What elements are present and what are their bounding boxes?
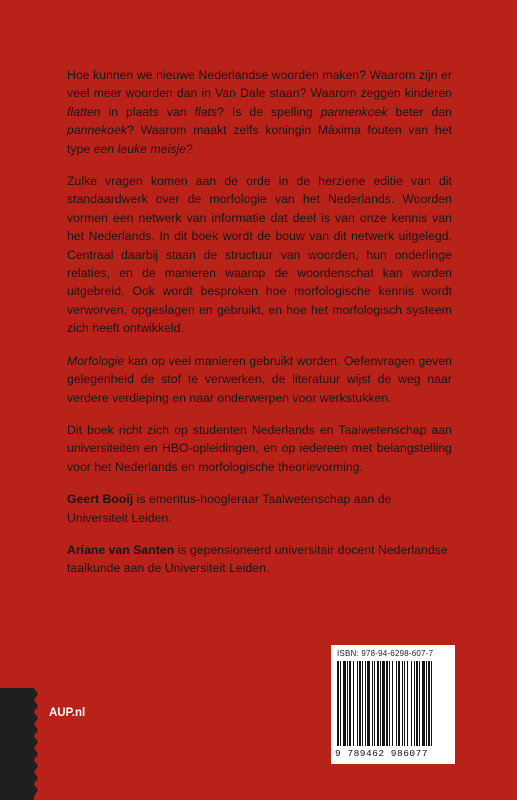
blurb-text [67,66,452,592]
barcode-graphic [331,645,455,764]
barcode-label [331,645,455,764]
blurb-paragraph-3: Morfologie kan op veel manieren gebruikt worden. Oefenvragen geven gelegenheid de stof te verwerken, de literatuur wijst de weg naar verdere verdieping en naar onderwerpen voor werkstukken. [67,353,452,405]
barcode-digits: 9 789462 986077 [335,748,429,759]
blurb-paragraph-2: Zulke vragen komen aan de orde in de herziene editie van dit standaardwerk over de morfologie van het Nederlands. Woorden vormen een netwerk van informatie dat deel is van onze kennis van het Nederlands. In dit boek wordt de bouw van dit netwerk uitgelegd. Centraal daarbij staan de structuur van woorden, hun onderlinge relaties, en de manieren waarop de woordenschat kan worden uitgebreid. Ook wordt besproken hoe morfologische kennis wordt verworven, opgeslagen en gebruikt, en hoe het morfologisch systeem zich heeft ontwikkeld. [67,174,452,336]
author-bio-text-2: is gepensioneerd universitair docent Nederlandse taalkunde aan de Universiteit Leiden. [67,542,448,576]
publisher-url[interactable]: AUP.nl [49,707,86,719]
author-bio-1 [67,490,452,527]
isbn-text: ISBN: 978-94-6298-607-7 [337,649,434,658]
publisher-logo-block [0,688,42,800]
blurb-paragraph-1: Hoe kunnen we nieuwe Nederlandse woorden maken? Waarom zijn er veel meer woorden dan in Van Dale staan? Waarom zeggen kinderen flatten in plaats van flats? Is de spelling pannenkoek beter dan pannekoek? Waarom maakt zelfs koningin Máxima fouten van het type een leuke meisje? [67,68,452,156]
author-bio-text-1: is emeritus-hoogleraar Taalwetenschap aan de Universiteit Leiden. [67,492,392,525]
author-bio-2 [67,541,452,578]
author-name-1: Geert Booij [67,492,134,507]
blurb-paragraph-4: Dit boek richt zich op studenten Nederlands en Taalwetenschap aan universiteiten en HBO-opleidingen, en op iedereen met belangstelling voor het Nederlands en morfologische theorievorming. [67,422,452,474]
author-name-2: Ariane van Santen [67,542,175,557]
